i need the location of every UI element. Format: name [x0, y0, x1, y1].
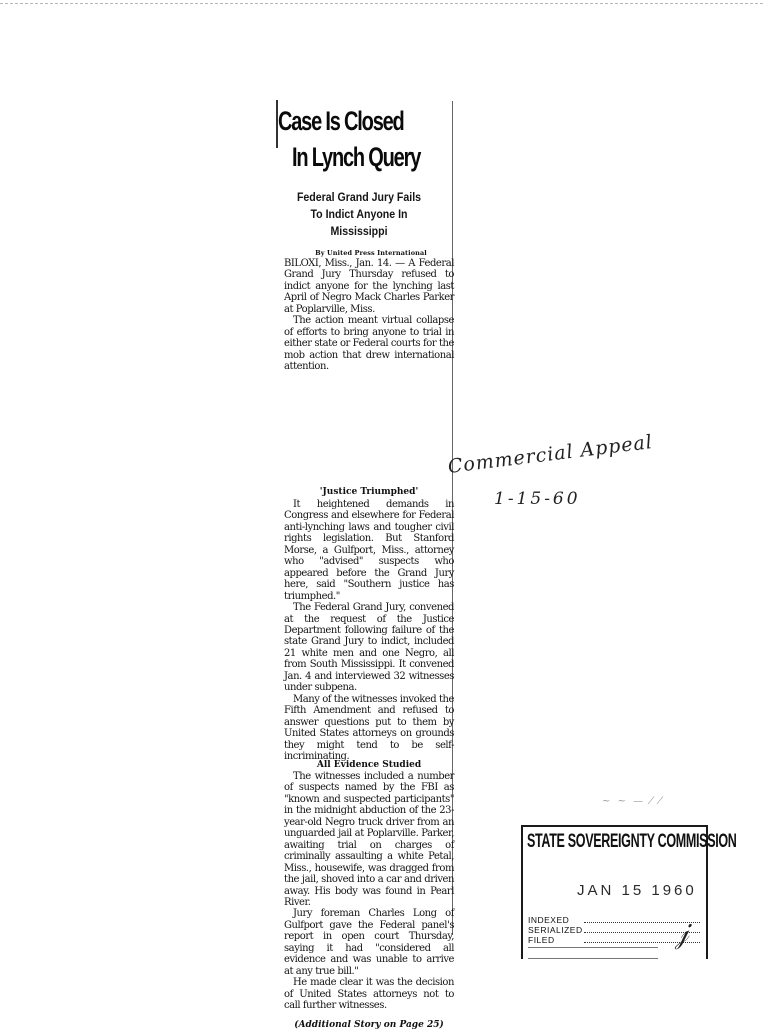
subhead-all-evidence-studied: All Evidence Studied: [316, 760, 422, 770]
stamp-row-label: INDEXED: [528, 915, 570, 925]
article-paragraph-1: BILOXI, Miss., Jan. 14. — A Federal Grand Jury Thursday refused to indict anyone for the lynching last April of Negro Mack Charles Parker at Poplarville, Miss.: [284, 258, 454, 315]
stamp-bottom-box: [528, 947, 658, 959]
headline-line-2: In Lynch Query: [292, 142, 421, 172]
deck-headline: [283, 190, 436, 241]
newspaper-clipping: [276, 101, 454, 1030]
stamp-date: JAN 15 1960: [577, 882, 697, 899]
article-paragraph-3: It heightened demands in Congress and elsewhere for Federal anti-lynching laws and tougher civil rights legislation. But Stanford Morse, a Gulfport, Miss., attorney who "advised" suspects who appeared before the Grand Jury here, said "Southern justice has triumphed.": [284, 499, 454, 602]
stamp-row-label: FILED: [528, 935, 555, 945]
page-top-dashed-border: [0, 3, 763, 4]
deck-line-3: Mississippi: [330, 226, 388, 238]
stamp-row-label: SERIALIZED: [528, 925, 583, 935]
article-paragraph-2: The action meant virtual collapse of efforts to bring anyone to trial in either state or Federal courts for the mob action that drew international attention.: [284, 315, 454, 373]
handwritten-initials: 𝒿: [669, 914, 692, 951]
article-paragraph-4: The Federal Grand Jury, convened at the request of the Justice Department following failure of the state Grand Jury to indict, included 21 white men and one Negro, all from South Mississippi. It convened Jan. 4 and interviewed 32 witnesses under subpena.: [284, 602, 454, 694]
article-body-part-3: [284, 771, 454, 1012]
deck-line-2: To Indict Anyone In: [310, 209, 408, 221]
handwritten-source: Commercial Appeal: [446, 430, 655, 478]
headline-line-1: Case Is Closed: [278, 106, 404, 136]
deck-line-1: Federal Grand Jury Fails: [296, 192, 422, 204]
article-paragraph-5: Many of the witnesses invoked the Fifth Amendment and refused to answer questions put to them by United States attorneys on grounds they might tend to be self-incriminating.: [284, 693, 454, 762]
article-body-part-2: [284, 499, 454, 762]
article-paragraph-8: He made clear it was the decision of United States attorneys not to call further witnesses.: [284, 977, 454, 1012]
article-body-part-1: [284, 258, 454, 373]
article-paragraph-7: Jury foreman Charles Long of Gulfport gave the Federal panel's report in open court Thursday, saying it had "considered all evidence and was unable to arrive at any true bill.": [284, 908, 454, 977]
stamp-title: STATE SOVEREIGNTY COMMISSION: [527, 831, 737, 852]
byline: By United Press International: [315, 249, 427, 257]
additional-story-note: (Additional Story on Page 25): [294, 1020, 444, 1030]
article-paragraph-6: The witnesses included a number of suspects named by the FBI as "known and suspected participants" in the midnight abduction of the 23-year-old Negro truck driver from an unguarded jail at Poplarville. Parker, awaiting trial on charges of criminally assaulting a white Petal, Miss., housewife, was dragged from the jail, shoved into a car and driven away. His body was found in Pearl River.: [284, 771, 454, 908]
subhead-justice-triumphed: 'Justice Triumphed': [319, 487, 419, 497]
handwritten-date: 1-15-60: [494, 489, 581, 509]
faint-pencil-mark: ~ ~ — ⁄ ⁄: [602, 796, 663, 807]
